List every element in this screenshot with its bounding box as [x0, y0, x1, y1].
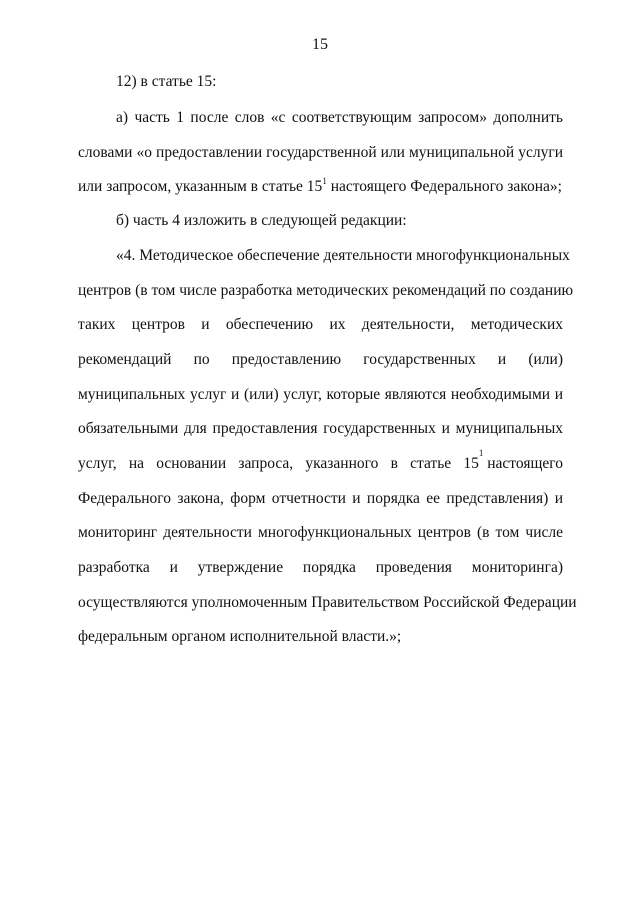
quote-line-7-before: услуг, на основании запроса, указанного в статье 15 [78, 455, 479, 472]
quote-line-7-tail: настоящего [483, 455, 563, 472]
quote-line-2: центров (в том числе разработка методических рекомендаций по созданию [78, 282, 574, 299]
item-a-line-3 [78, 177, 563, 197]
quote-line-10: разработка и утверждение порядка проведения мониторинга) [78, 559, 563, 576]
quote-line-6: обязательными для предоставления государственных и муниципальных [78, 420, 563, 437]
item-a-line-3-text: или запросом, указанным в статье 15 [78, 178, 323, 195]
quote-line-5: муниципальных услуг и (или) услуг, которые являются необходимыми и [78, 386, 563, 403]
quote-line-1: «4. Методическое обеспечение деятельности многофункциональных [116, 247, 570, 264]
item-b-heading: б) часть 4 изложить в следующей редакции: [116, 212, 407, 229]
quote-line-8: Федерального закона, форм отчетности и порядка ее представления) и [78, 490, 563, 507]
item-a-line-3-tail: настоящего Федерального закона»; [326, 178, 562, 195]
page-number: 15 [312, 36, 328, 53]
superscript: 1 [478, 448, 484, 458]
quote-line-12: федеральным органом исполнительной власти.»; [78, 628, 402, 645]
quote-line-7-words [78, 448, 563, 474]
item-a-line-2: словами «о предоставлении государственной или муниципальной услуги [78, 144, 563, 161]
quote-line-7 [78, 448, 563, 474]
superscript: 1 [322, 175, 327, 186]
item-12-heading: 12) в статье 15: [116, 73, 217, 90]
quote-line-4: рекомендаций по предоставлению государственных и (или) [78, 351, 563, 368]
quote-line-9: мониторинг деятельности многофункциональных центров (в том числе [78, 524, 563, 541]
quote-line-7-text [78, 454, 479, 474]
quote-line-3: таких центров и обеспечению их деятельности, методических [78, 316, 563, 333]
item-a-line-1: а) часть 1 после слов «с соответствующим запросом» дополнить [116, 109, 563, 126]
quote-line-11: осуществляются уполномоченным Правительством Российской Федерации [78, 594, 577, 611]
